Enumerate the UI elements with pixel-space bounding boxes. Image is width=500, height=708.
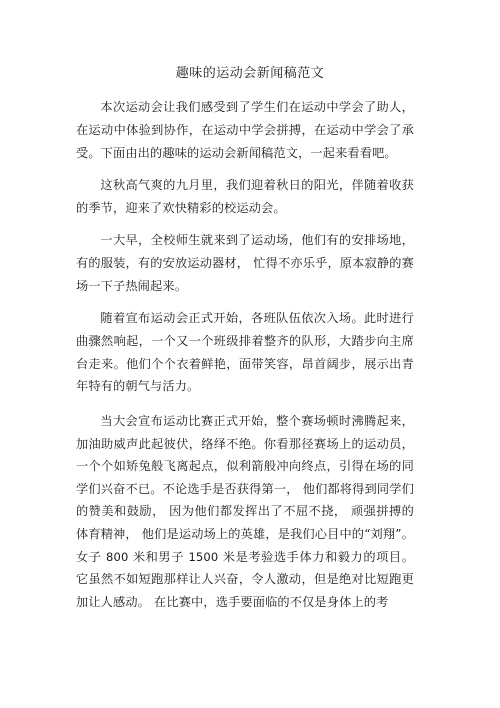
distance-800: 800 (106, 549, 129, 564)
paragraph-opening: 随着宣布运动会正式开始，各班队伍依次入场。此时进行曲骤然响起，一个又一个班级排着整齐的队形，大踏步向主席台走来。他们个个衣着鲜艳，面带笑容，昂首阔步，展示出青年特有的朝气与活力。 (76, 311, 414, 394)
paragraph-competition-text-1: 当大会宣布运动比赛正式开始，整个赛场顿时沸腾起来，加油助威声此起彼伏，络绎不绝。你看那径赛场上的运动员，一个个如矫兔般飞离起点，似利箭般冲向终点，引得在场的同学们兴奋不已。不论选手是否获得第一， 他们都将得到同学们的赞美和鼓励， 因为他们都发挥出了不屈不挠， 顽强拼搏的体育精神， 他们是运动场上的英雄，是我们心目中的“刘翔”。女子 (76, 414, 414, 564)
paragraph-competition (76, 410, 414, 613)
paragraph-competition-text-2: 米和男子 (128, 549, 189, 564)
distance-1500: 1500 (188, 549, 219, 564)
paragraph-morning: 一大早，全校师生就来到了运动场，他们有的安排场地，有的服装，有的安放运动器材， 忙得不亦乐乎，原本寂静的赛场一下子热闹起来。 (76, 233, 414, 293)
document-title: 趣味的运动会新闻稿范文 (175, 66, 325, 81)
paragraph-competition-text-3: 米是考验选手体力和毅力的项目。它虽然不如短跑那样让人兴奋，令人激动，但是绝对比短跑更加让人感动。 在比赛中，选手要面临的不仅是身体上的考 (76, 549, 414, 609)
paragraph-autumn: 这秋高气爽的九月里，我们迎着秋日的阳光，伴随着收获的季节，迎来了欢快精彩的校运动会。 (76, 178, 414, 215)
paragraph-intro: 本次运动会让我们感受到了学生们在运动中学会了助人，在运动中体验到协作，在运动中学会拼搏，在运动中学会了承受。下面由出的趣味的运动会新闻稿范文，一起来看看吧。 (76, 100, 414, 160)
